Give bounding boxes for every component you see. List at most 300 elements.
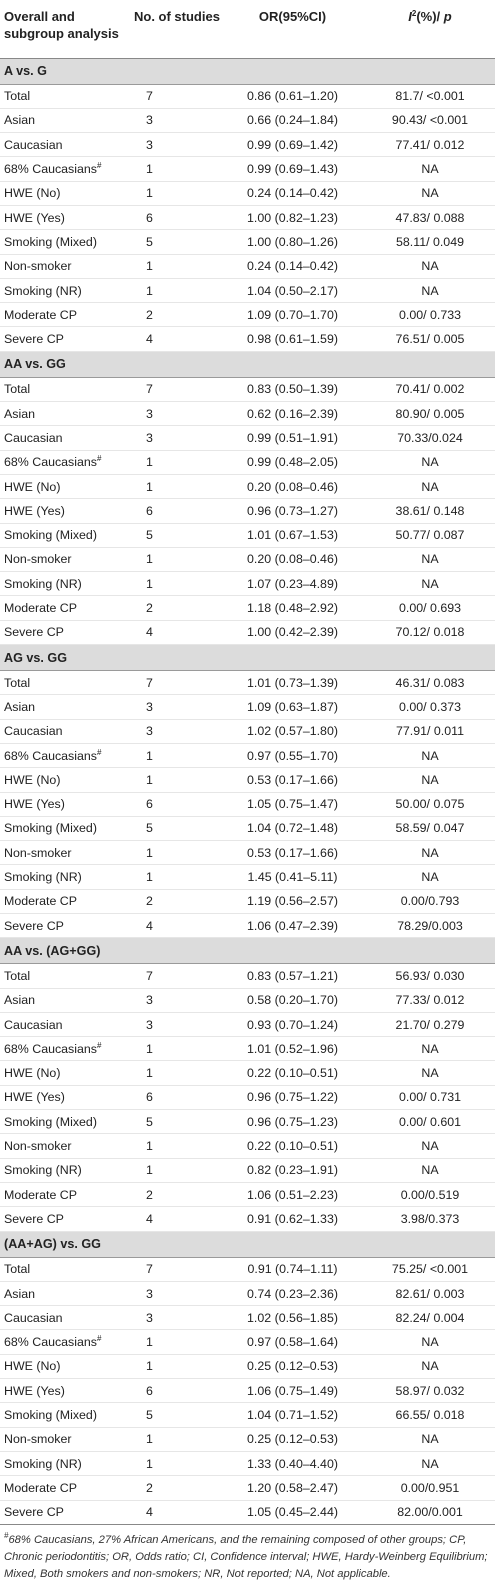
odds-ratio-cell: 0.96 (0.73–1.27) <box>220 499 365 523</box>
table-row <box>0 914 495 938</box>
heterogeneity-cell: 76.51/ 0.005 <box>365 327 495 351</box>
subgroup-cell <box>0 1354 130 1378</box>
heterogeneity-cell: 0.00/ 0.601 <box>365 1110 495 1134</box>
subgroup-label: Total <box>4 382 31 397</box>
subgroup-cell <box>0 596 130 620</box>
table-row <box>0 1012 495 1036</box>
subgroup-cell <box>0 1281 130 1305</box>
study-count-cell: 6 <box>130 792 220 816</box>
section-title: AA vs. (AG+GG) <box>0 938 495 964</box>
subgroup-cell <box>0 1306 130 1330</box>
subgroup-cell <box>0 402 130 426</box>
table-row <box>0 1354 495 1378</box>
odds-ratio-cell: 0.24 (0.14–0.42) <box>220 181 365 205</box>
subgroup-label: Smoking (NR) <box>4 283 82 298</box>
subgroup-label: HWE (Yes) <box>4 210 65 225</box>
study-count-cell: 1 <box>130 572 220 596</box>
odds-ratio-cell: 1.06 (0.51–2.23) <box>220 1182 365 1206</box>
subgroup-label: HWE (No) <box>4 1066 61 1081</box>
subgroup-label: Non-smoker <box>4 552 72 567</box>
odds-ratio-cell: 1.01 (0.73–1.39) <box>220 671 365 695</box>
heterogeneity-cell: NA <box>365 572 495 596</box>
odds-ratio-cell: 0.22 (0.10–0.51) <box>220 1134 365 1158</box>
study-count-cell: 2 <box>130 1182 220 1206</box>
study-count-cell: 1 <box>130 743 220 767</box>
subgroup-cell <box>0 1037 130 1061</box>
study-count-cell: 4 <box>130 1207 220 1231</box>
table-row <box>0 181 495 205</box>
study-count-cell: 1 <box>130 474 220 498</box>
subgroup-label: Caucasian <box>4 137 63 152</box>
heterogeneity-cell: 77.33/ 0.012 <box>365 988 495 1012</box>
table-row <box>0 523 495 547</box>
header-i-letter: I <box>408 9 412 24</box>
heterogeneity-cell: NA <box>365 547 495 571</box>
heterogeneity-cell: 82.24/ 0.004 <box>365 1306 495 1330</box>
section-title: AA vs. GG <box>0 351 495 377</box>
study-count-cell: 1 <box>130 1451 220 1475</box>
table-row <box>0 1476 495 1500</box>
odds-ratio-cell: 1.00 (0.80–1.26) <box>220 230 365 254</box>
table-row <box>0 964 495 988</box>
odds-ratio-cell: 1.02 (0.56–1.85) <box>220 1306 365 1330</box>
subgroup-cell <box>0 499 130 523</box>
table-row <box>0 278 495 302</box>
subgroup-cell <box>0 474 130 498</box>
odds-ratio-cell: 1.06 (0.47–2.39) <box>220 914 365 938</box>
heterogeneity-cell: 0.00/ 0.731 <box>365 1085 495 1109</box>
subgroup-label: 68% Caucasians <box>4 162 97 177</box>
study-count-cell: 3 <box>130 133 220 157</box>
subgroup-cell <box>0 1476 130 1500</box>
odds-ratio-cell: 0.97 (0.58–1.64) <box>220 1330 365 1354</box>
odds-ratio-cell: 0.22 (0.10–0.51) <box>220 1061 365 1085</box>
subgroup-label: Smoking (Mixed) <box>4 821 97 836</box>
odds-ratio-cell: 1.01 (0.67–1.53) <box>220 523 365 547</box>
subgroup-label: Total <box>4 675 31 690</box>
table-row <box>0 327 495 351</box>
heterogeneity-cell: 80.90/ 0.005 <box>365 402 495 426</box>
subgroup-cell <box>0 914 130 938</box>
study-count-cell: 1 <box>130 1061 220 1085</box>
table-row <box>0 792 495 816</box>
study-count-cell: 1 <box>130 1134 220 1158</box>
table-row <box>0 157 495 181</box>
heterogeneity-cell: 58.97/ 0.032 <box>365 1379 495 1403</box>
table-row <box>0 230 495 254</box>
heterogeneity-cell: 58.59/ 0.047 <box>365 816 495 840</box>
subgroup-cell <box>0 133 130 157</box>
subgroup-label: HWE (Yes) <box>4 503 65 518</box>
heterogeneity-cell: 77.41/ 0.012 <box>365 133 495 157</box>
heterogeneity-cell: 70.41/ 0.002 <box>365 377 495 401</box>
odds-ratio-cell: 1.05 (0.45–2.44) <box>220 1500 365 1524</box>
table-row <box>0 377 495 401</box>
odds-ratio-cell: 0.62 (0.16–2.39) <box>220 402 365 426</box>
table-row <box>0 402 495 426</box>
heterogeneity-cell: 70.33/0.024 <box>365 426 495 450</box>
odds-ratio-cell: 0.20 (0.08–0.46) <box>220 474 365 498</box>
subgroup-cell <box>0 1207 130 1231</box>
heterogeneity-cell: 75.25/ <0.001 <box>365 1257 495 1281</box>
study-count-cell: 5 <box>130 1110 220 1134</box>
subgroup-label: Caucasian <box>4 1310 63 1325</box>
subgroup-label: Total <box>4 1262 31 1277</box>
study-count-cell: 6 <box>130 499 220 523</box>
odds-ratio-cell: 1.45 (0.41–5.11) <box>220 865 365 889</box>
odds-ratio-cell: 1.06 (0.75–1.49) <box>220 1379 365 1403</box>
heterogeneity-cell: NA <box>365 1451 495 1475</box>
table-row <box>0 474 495 498</box>
study-count-cell: 3 <box>130 402 220 426</box>
odds-ratio-cell: 1.04 (0.72–1.48) <box>220 816 365 840</box>
subgroup-cell <box>0 768 130 792</box>
heterogeneity-cell: NA <box>365 768 495 792</box>
odds-ratio-cell: 1.05 (0.75–1.47) <box>220 792 365 816</box>
subgroup-label: Caucasian <box>4 431 63 445</box>
subgroup-label: Severe CP <box>4 332 64 347</box>
subgroup-cell <box>0 988 130 1012</box>
subgroup-cell <box>0 1182 130 1206</box>
subgroup-cell <box>0 1500 130 1524</box>
subgroup-label: Severe CP <box>4 918 64 933</box>
study-count-cell: 1 <box>130 450 220 474</box>
footnote-marker: # <box>96 1040 102 1050</box>
footnote-marker: # <box>96 747 102 757</box>
heterogeneity-cell: NA <box>365 1330 495 1354</box>
heterogeneity-cell: 90.43/ <0.001 <box>365 108 495 132</box>
odds-ratio-cell: 0.83 (0.50–1.39) <box>220 377 365 401</box>
study-count-cell: 7 <box>130 671 220 695</box>
odds-ratio-cell: 0.74 (0.23–2.36) <box>220 1281 365 1305</box>
subgroup-label: Asian <box>4 406 35 421</box>
odds-ratio-cell: 1.19 (0.56–2.57) <box>220 889 365 913</box>
table-row <box>0 620 495 644</box>
subgroup-cell <box>0 865 130 889</box>
table-body <box>0 58 495 1524</box>
odds-ratio-cell: 0.99 (0.69–1.43) <box>220 157 365 181</box>
table-row <box>0 1257 495 1281</box>
table-row <box>0 988 495 1012</box>
odds-ratio-cell: 0.25 (0.12–0.53) <box>220 1427 365 1451</box>
footnote-marker: # <box>96 161 102 171</box>
subgroup-cell <box>0 1451 130 1475</box>
odds-ratio-cell: 1.09 (0.63–1.87) <box>220 695 365 719</box>
subgroup-label: Caucasian <box>4 1017 63 1032</box>
subgroup-label: Smoking (Mixed) <box>4 234 97 249</box>
study-count-cell: 3 <box>130 108 220 132</box>
study-count-cell: 6 <box>130 1085 220 1109</box>
subgroup-cell <box>0 1158 130 1182</box>
table-row <box>0 719 495 743</box>
heterogeneity-cell: NA <box>365 450 495 474</box>
odds-ratio-cell: 0.98 (0.61–1.59) <box>220 327 365 351</box>
subgroup-label: Smoking (NR) <box>4 1163 82 1178</box>
subgroup-cell <box>0 1427 130 1451</box>
study-count-cell: 4 <box>130 327 220 351</box>
study-count-cell: 1 <box>130 1427 220 1451</box>
table-row <box>0 572 495 596</box>
heterogeneity-cell: NA <box>365 254 495 278</box>
table-row <box>0 768 495 792</box>
study-count-cell: 2 <box>130 303 220 327</box>
subgroup-cell <box>0 278 130 302</box>
heterogeneity-cell: NA <box>365 1158 495 1182</box>
odds-ratio-cell: 0.93 (0.70–1.24) <box>220 1012 365 1036</box>
table-row <box>0 1379 495 1403</box>
study-count-cell: 5 <box>130 523 220 547</box>
study-count-cell: 1 <box>130 181 220 205</box>
section-header-row <box>0 351 495 377</box>
subgroup-cell <box>0 1403 130 1427</box>
heterogeneity-cell: 46.31/ 0.083 <box>365 671 495 695</box>
subgroup-cell <box>0 303 130 327</box>
study-count-cell: 5 <box>130 816 220 840</box>
table-row <box>0 1061 495 1085</box>
table-row <box>0 841 495 865</box>
odds-ratio-cell: 1.18 (0.48–2.92) <box>220 596 365 620</box>
study-count-cell: 1 <box>130 841 220 865</box>
subgroup-label: HWE (Yes) <box>4 797 65 812</box>
odds-ratio-cell: 1.00 (0.42–2.39) <box>220 620 365 644</box>
subgroup-cell <box>0 84 130 108</box>
table-row <box>0 743 495 767</box>
table-row <box>0 108 495 132</box>
table-footnote <box>0 1525 495 1583</box>
heterogeneity-cell: 50.00/ 0.075 <box>365 792 495 816</box>
study-count-cell: 5 <box>130 230 220 254</box>
subgroup-label: Severe CP <box>4 1211 64 1226</box>
subgroup-cell <box>0 181 130 205</box>
footnote-marker: # <box>96 454 102 464</box>
study-count-cell: 3 <box>130 988 220 1012</box>
study-count-cell: 1 <box>130 1354 220 1378</box>
subgroup-cell <box>0 743 130 767</box>
subgroup-label: Smoking (NR) <box>4 870 82 885</box>
study-count-cell: 2 <box>130 1476 220 1500</box>
study-count-cell: 2 <box>130 889 220 913</box>
table-row <box>0 695 495 719</box>
subgroup-cell <box>0 572 130 596</box>
odds-ratio-cell: 0.66 (0.24–1.84) <box>220 108 365 132</box>
study-count-cell: 1 <box>130 547 220 571</box>
section-header-row <box>0 1231 495 1257</box>
subgroup-cell <box>0 1085 130 1109</box>
subgroup-cell <box>0 426 130 450</box>
heterogeneity-cell: NA <box>365 1427 495 1451</box>
subgroup-label: Severe CP <box>4 1505 64 1520</box>
table-row <box>0 1427 495 1451</box>
odds-ratio-cell: 0.24 (0.14–0.42) <box>220 254 365 278</box>
study-count-cell: 7 <box>130 964 220 988</box>
heterogeneity-cell: 82.61/ 0.003 <box>365 1281 495 1305</box>
odds-ratio-cell: 0.53 (0.17–1.66) <box>220 768 365 792</box>
subgroup-label: HWE (No) <box>4 1359 61 1374</box>
study-count-cell: 1 <box>130 1330 220 1354</box>
table-row <box>0 426 495 450</box>
study-count-cell: 7 <box>130 84 220 108</box>
subgroup-cell <box>0 841 130 865</box>
section-header-row <box>0 645 495 671</box>
subgroup-label: Smoking (NR) <box>4 576 82 591</box>
table-row <box>0 1500 495 1524</box>
heterogeneity-cell: 0.00/0.793 <box>365 889 495 913</box>
subgroup-cell <box>0 964 130 988</box>
odds-ratio-cell: 1.02 (0.57–1.80) <box>220 719 365 743</box>
heterogeneity-cell: 78.29/0.003 <box>365 914 495 938</box>
study-count-cell: 3 <box>130 426 220 450</box>
subgroup-cell <box>0 1134 130 1158</box>
subgroup-label: HWE (No) <box>4 186 61 201</box>
table-row <box>0 84 495 108</box>
table-row <box>0 1110 495 1134</box>
table-row <box>0 1330 495 1354</box>
odds-ratio-cell: 0.83 (0.57–1.21) <box>220 964 365 988</box>
study-count-cell: 6 <box>130 205 220 229</box>
odds-ratio-cell: 0.97 (0.55–1.70) <box>220 743 365 767</box>
heterogeneity-cell: NA <box>365 841 495 865</box>
subgroup-cell <box>0 1110 130 1134</box>
subgroup-label: 68% Caucasians <box>4 455 97 470</box>
subgroup-label: Moderate CP <box>4 894 78 909</box>
odds-ratio-cell: 0.25 (0.12–0.53) <box>220 1354 365 1378</box>
subgroup-label: Total <box>4 968 31 983</box>
subgroup-label: Smoking (NR) <box>4 1456 82 1471</box>
subgroup-cell <box>0 620 130 644</box>
heterogeneity-cell: NA <box>365 865 495 889</box>
subgroup-label: HWE (No) <box>4 772 61 787</box>
subgroup-cell <box>0 1330 130 1354</box>
odds-ratio-cell: 0.96 (0.75–1.23) <box>220 1110 365 1134</box>
study-count-cell: 2 <box>130 596 220 620</box>
study-count-cell: 3 <box>130 1281 220 1305</box>
heterogeneity-cell: 0.00/ 0.733 <box>365 303 495 327</box>
odds-ratio-cell: 0.20 (0.08–0.46) <box>220 547 365 571</box>
heterogeneity-cell: 3.98/0.373 <box>365 1207 495 1231</box>
odds-ratio-cell: 0.96 (0.75–1.22) <box>220 1085 365 1109</box>
table-header <box>0 0 495 58</box>
subgroup-label: HWE (No) <box>4 479 61 494</box>
table-row <box>0 1134 495 1158</box>
heterogeneity-cell: 21.70/ 0.279 <box>365 1012 495 1036</box>
footnote-text: 68% Caucasians, 27% African Americans, and the remaining composed of other groups; CP, Chronic periodontitis; OR, Odds ratio; CI, Confidence interval; HWE, Hardy-Weinberg Equilibrium; Mixed, Both smokers and non-smokers; NR, Not reported; NA, Not applicable. <box>4 1533 488 1580</box>
heterogeneity-cell: 47.83/ 0.088 <box>365 205 495 229</box>
study-count-cell: 3 <box>130 719 220 743</box>
heterogeneity-cell: 70.12/ 0.018 <box>365 620 495 644</box>
heterogeneity-cell: NA <box>365 1061 495 1085</box>
subgroup-cell <box>0 1257 130 1281</box>
heterogeneity-cell: NA <box>365 1354 495 1378</box>
study-count-cell: 1 <box>130 1037 220 1061</box>
subgroup-cell <box>0 1012 130 1036</box>
footnote-marker: # <box>96 1334 102 1344</box>
study-count-cell: 1 <box>130 865 220 889</box>
heterogeneity-cell: 66.55/ 0.018 <box>365 1403 495 1427</box>
table-row <box>0 865 495 889</box>
subgroup-label: Non-smoker <box>4 259 72 274</box>
subgroup-label: Smoking (Mixed) <box>4 528 97 543</box>
heterogeneity-cell: 58.11/ 0.049 <box>365 230 495 254</box>
table-row <box>0 1085 495 1109</box>
odds-ratio-cell: 1.04 (0.50–2.17) <box>220 278 365 302</box>
subgroup-cell <box>0 205 130 229</box>
odds-ratio-cell: 1.07 (0.23–4.89) <box>220 572 365 596</box>
study-count-cell: 3 <box>130 695 220 719</box>
header-heterogeneity <box>365 0 495 58</box>
table-row <box>0 1207 495 1231</box>
study-count-cell: 7 <box>130 377 220 401</box>
study-count-cell: 4 <box>130 1500 220 1524</box>
subgroup-cell <box>0 230 130 254</box>
subgroup-cell <box>0 1061 130 1085</box>
table-row <box>0 133 495 157</box>
odds-ratio-cell: 1.20 (0.58–2.47) <box>220 1476 365 1500</box>
odds-ratio-cell: 0.99 (0.48–2.05) <box>220 450 365 474</box>
subgroup-cell <box>0 377 130 401</box>
study-count-cell: 6 <box>130 1379 220 1403</box>
header-row <box>0 0 495 58</box>
header-i-superscript: 2 <box>411 9 417 18</box>
heterogeneity-cell: 0.00/0.951 <box>365 1476 495 1500</box>
section-title: AG vs. GG <box>0 645 495 671</box>
heterogeneity-cell: NA <box>365 1037 495 1061</box>
heterogeneity-cell: NA <box>365 157 495 181</box>
subgroup-label: HWE (Yes) <box>4 1090 65 1105</box>
subgroup-label: Non-smoker <box>4 1432 72 1447</box>
subgroup-cell <box>0 547 130 571</box>
header-percent-text: (%)/ <box>416 9 444 24</box>
odds-ratio-cell: 1.33 (0.40–4.40) <box>220 1451 365 1475</box>
subgroup-cell <box>0 450 130 474</box>
section-header-row <box>0 58 495 84</box>
heterogeneity-cell: 50.77/ 0.087 <box>365 523 495 547</box>
subgroup-label: Non-smoker <box>4 845 72 860</box>
subgroup-label: Total <box>4 89 31 104</box>
subgroup-cell <box>0 695 130 719</box>
table-row <box>0 1306 495 1330</box>
heterogeneity-cell: 0.00/0.519 <box>365 1182 495 1206</box>
subgroup-label: Moderate CP <box>4 601 78 616</box>
odds-ratio-cell: 1.04 (0.71–1.52) <box>220 1403 365 1427</box>
heterogeneity-cell: 82.00/0.001 <box>365 1500 495 1524</box>
subgroup-cell <box>0 157 130 181</box>
subgroup-label: Asian <box>4 699 35 714</box>
subgroup-cell <box>0 671 130 695</box>
study-count-cell: 1 <box>130 278 220 302</box>
study-count-cell: 1 <box>130 254 220 278</box>
study-count-cell: 4 <box>130 914 220 938</box>
section-header-row <box>0 938 495 964</box>
table-row <box>0 254 495 278</box>
header-subgroup: Overall and subgroup analysis <box>0 0 130 58</box>
study-count-cell: 1 <box>130 1158 220 1182</box>
subgroup-label: Non-smoker <box>4 1139 72 1154</box>
table-row <box>0 596 495 620</box>
subgroup-label: Smoking (Mixed) <box>4 1407 97 1422</box>
study-count-cell: 1 <box>130 157 220 181</box>
odds-ratio-cell: 0.99 (0.51–1.91) <box>220 426 365 450</box>
table-row <box>0 1281 495 1305</box>
study-count-cell: 1 <box>130 768 220 792</box>
subgroup-cell <box>0 523 130 547</box>
subgroup-label: Moderate CP <box>4 1480 78 1495</box>
subgroup-cell <box>0 816 130 840</box>
odds-ratio-cell: 0.82 (0.23–1.91) <box>220 1158 365 1182</box>
subgroup-cell <box>0 254 130 278</box>
heterogeneity-cell: NA <box>365 743 495 767</box>
heterogeneity-cell: 0.00/ 0.693 <box>365 596 495 620</box>
odds-ratio-cell: 0.91 (0.62–1.33) <box>220 1207 365 1231</box>
